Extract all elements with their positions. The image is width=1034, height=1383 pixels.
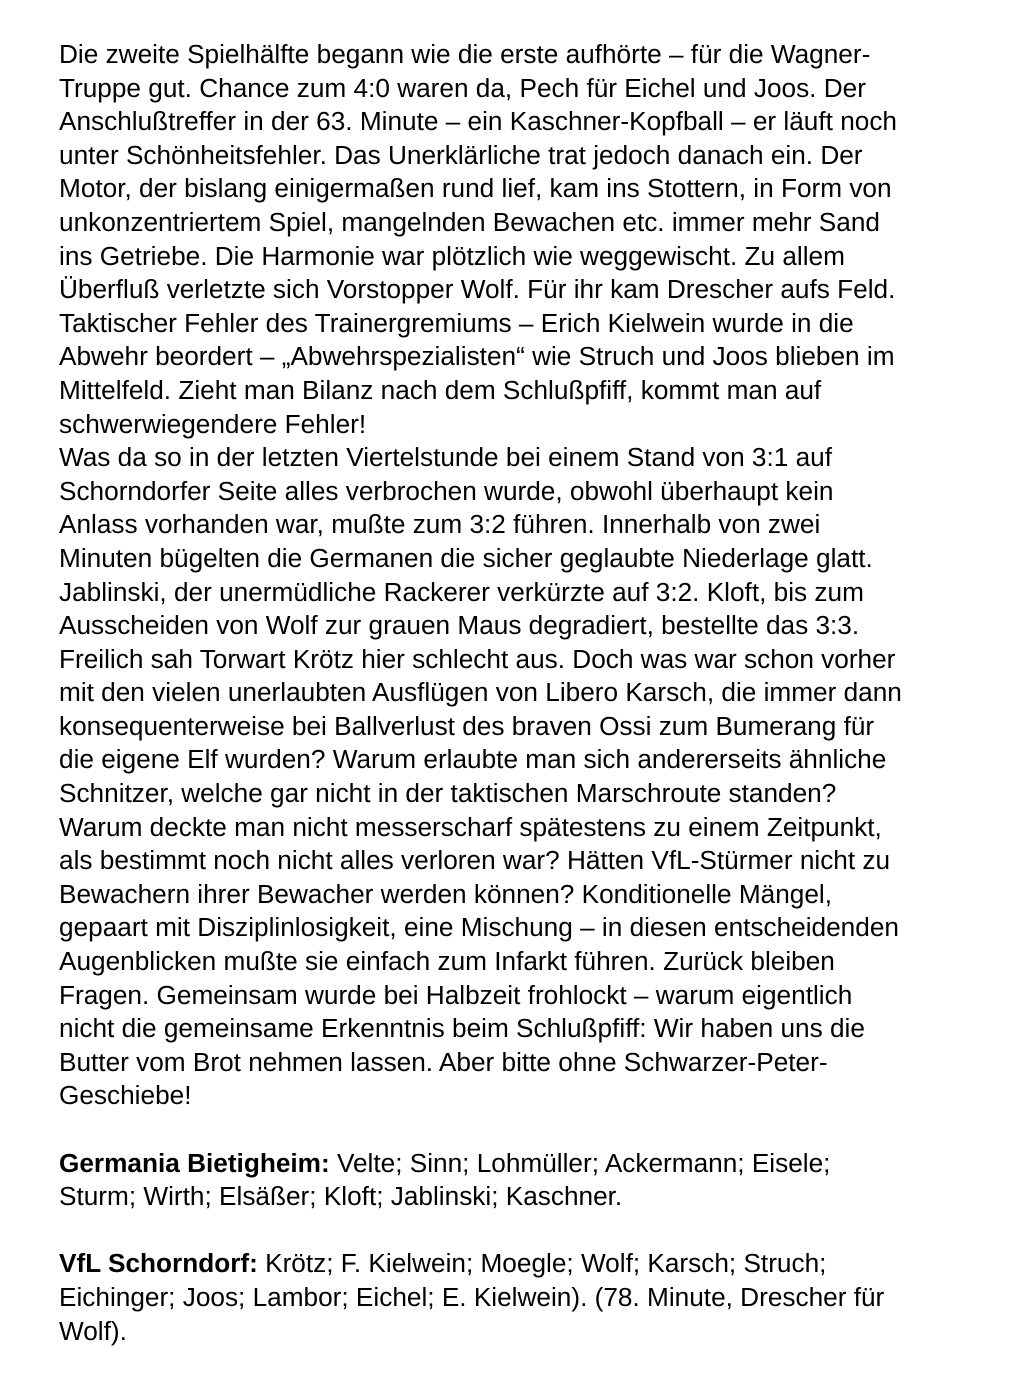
- text-line: Motor, der bislang einigermaßen rund lief, kam ins Stottern, in Form von: [59, 173, 892, 204]
- text-line: Fragen. Gemeinsam wurde bei Halbzeit frohlockt – warum eigentlich: [59, 979, 853, 1010]
- lineup-line: [59, 1247, 1004, 1281]
- player-list: Krötz; F. Kielwein; Moegle; Wolf; Karsch; Struch;: [257, 1248, 827, 1279]
- text-line: nicht die gemeinsame Erkenntnis beim Schlußpfiff: Wir haben uns die: [59, 1013, 865, 1044]
- text-line: Jablinski, der unermüdliche Rackerer verkürzte auf 3:2. Kloft, bis zum: [59, 576, 864, 607]
- text-line: Warum deckte man nicht messerscharf spätestens zu einem Zeitpunkt,: [59, 811, 882, 842]
- document-page: [59, 38, 1004, 1348]
- text-line: Taktischer Fehler des Trainergremiums – Erich Kielwein wurde in die: [59, 307, 854, 338]
- text-line: Geschiebe!: [59, 1080, 192, 1111]
- text-line: Butter vom Brot nehmen lassen. Aber bitte ohne Schwarzer-Peter-: [59, 1046, 828, 1077]
- text-line: Bewachern ihrer Bewacher werden können? Konditionelle Mängel,: [59, 878, 833, 909]
- text-line: Mittelfeld. Zieht man Bilanz nach dem Schlußpfiff, kommt man auf: [59, 374, 822, 405]
- text-line: unkonzentriertem Spiel, mangelnden Bewachen etc. immer mehr Sand: [59, 206, 880, 237]
- player-list: Velte; Sinn; Lohmüller; Ackermann; Eisele;: [329, 1147, 831, 1178]
- text-line: Ausscheiden von Wolf zur grauen Maus degradiert, bestellte das 3:3.: [59, 610, 860, 641]
- lineup-line: Wolf).: [59, 1315, 127, 1346]
- text-line: Minuten bügelten die Germanen die sicher geglaubte Niederlage glatt.: [59, 542, 873, 573]
- text-line: unter Schönheitsfehler. Das Unerklärliche trat jedoch danach ein. Der: [59, 139, 863, 170]
- text-line: Schorndorfer Seite alles verbrochen wurde, obwohl überhaupt kein: [59, 475, 834, 506]
- text-line: mit den vielen unerlaubten Ausflügen von Libero Karsch, die immer dann: [59, 677, 902, 708]
- text-line: ins Getriebe. Die Harmonie war plötzlich wie weggewischt. Zu allem: [59, 240, 845, 271]
- text-line: Die zweite Spielhälfte begann wie die erste aufhörte – für die Wagner-: [59, 39, 871, 69]
- text-line: konsequenterweise bei Ballverlust des braven Ossi zum Bumerang für: [59, 710, 875, 741]
- lineup-line: Eichinger; Joos; Lambor; Eichel; E. Kielwein). (78. Minute, Drescher für: [59, 1281, 885, 1312]
- lineup-vfl-schorndorf: [59, 1247, 1004, 1348]
- text-line: als bestimmt noch nicht alles verloren war? Hätten VfL-Stürmer nicht zu: [59, 845, 891, 876]
- text-line: gepaart mit Disziplinlosigkeit, eine Mischung – in diesen entscheidenden: [59, 912, 899, 943]
- lineup-line: [59, 1147, 1004, 1181]
- text-line: Truppe gut. Chance zum 4:0 waren da, Pech für Eichel und Joos. Der: [59, 72, 866, 103]
- paragraph-gap: [59, 1113, 1004, 1147]
- text-line: Schnitzer, welche gar nicht in der taktischen Marschroute standen?: [59, 778, 837, 809]
- team-label: Germania Bietigheim:: [59, 1147, 330, 1178]
- text-line: Abwehr beordert – „Abwehrspezialisten“ wie Struch und Joos blieben im: [59, 341, 895, 372]
- match-report-text: [59, 38, 1004, 1113]
- text-line: Was da so in der letzten Viertelstunde bei einem Stand von 3:1 auf: [59, 442, 833, 473]
- text-line: Augenblicken mußte sie einfach zum Infarkt führen. Zurück bleiben: [59, 946, 835, 977]
- lineup-germania-bietigheim: [59, 1147, 1004, 1214]
- paragraph-gap: [59, 1214, 1004, 1248]
- lineup-line: Sturm; Wirth; Elsäßer; Kloft; Jablinski; Kaschner.: [59, 1181, 623, 1212]
- text-line: schwerwiegendere Fehler!: [59, 408, 367, 439]
- text-line: Überfluß verletzte sich Vorstopper Wolf. Für ihr kam Drescher aufs Feld.: [59, 274, 896, 305]
- team-label: VfL Schorndorf:: [59, 1248, 258, 1279]
- text-line: Anschlußtreffer in der 63. Minute – ein Kaschner-Kopfball – er läuft noch: [59, 106, 897, 137]
- text-line: die eigene Elf wurden? Warum erlaubte man sich andererseits ähnliche: [59, 744, 887, 775]
- text-line: Freilich sah Torwart Krötz hier schlecht aus. Doch was war schon vorher: [59, 643, 896, 674]
- text-line: Anlass vorhanden war, mußte zum 3:2 führen. Innerhalb von zwei: [59, 509, 821, 540]
